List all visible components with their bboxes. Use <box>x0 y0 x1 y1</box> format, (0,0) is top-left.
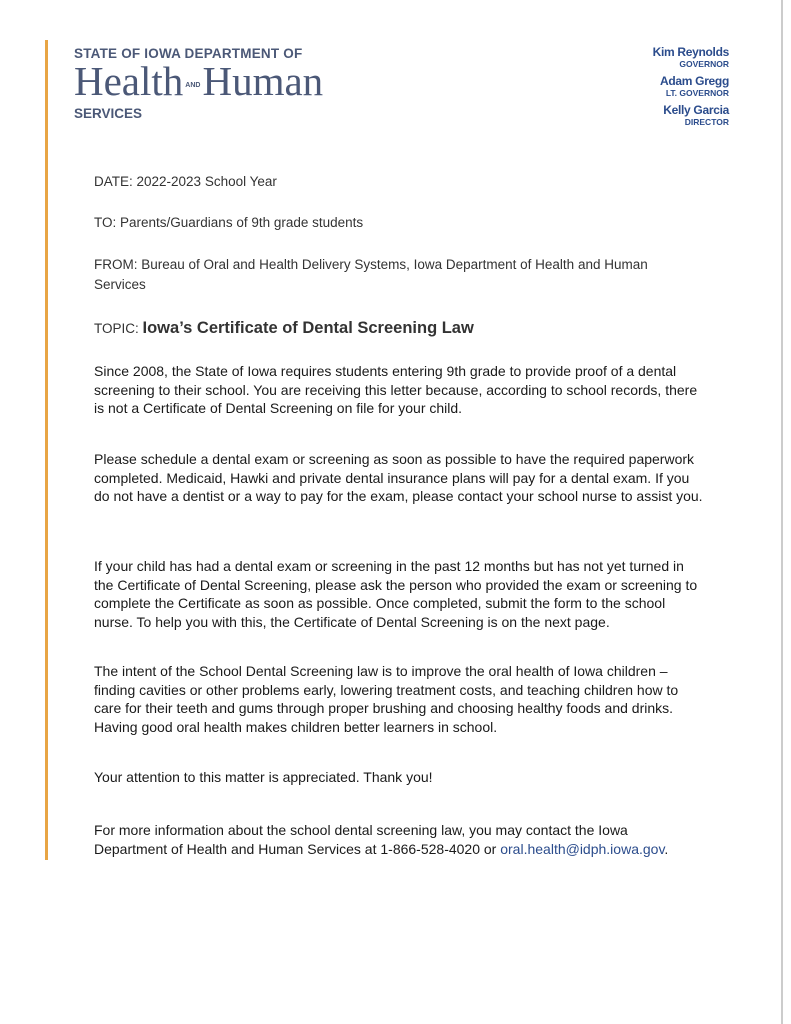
paragraph: Please schedule a dental exam or screening as soon as possible to have the required paperwork completed. Medicaid, Hawki and private dental insurance plans will pay for a dental exam. If you do not have a dentist or a way to pay for the exam, please contact your school nurse to assist you. <box>94 451 703 504</box>
logo-word-human: Human <box>202 58 324 104</box>
official-title: DIRECTOR <box>684 117 729 127</box>
logo-word-health: Health <box>74 58 184 104</box>
memo-from: FROM: Bureau of Oral and Health Delivery Systems, Iowa Department of Health and Human Services <box>94 257 648 292</box>
contact-paragraph <box>94 821 704 858</box>
logo-title <box>74 60 323 107</box>
topic-label: TOPIC: <box>94 321 143 336</box>
department-logo <box>74 46 323 121</box>
scan-edge <box>781 0 783 1024</box>
paragraph: If your child has had a dental exam or screening in the past 12 months but has not yet turned in the Certificate of Dental Screening, please ask the person who provided the exam or screening to complete the Certificate as soon as possible. Once completed, submit the form to the school nurse. To help you with this, the Certificate of Dental Screening is on the next page. <box>94 558 698 630</box>
paragraph: Your attention to this matter is appreciated. Thank you! <box>94 769 433 785</box>
official <box>653 104 729 127</box>
contact-text: For more information about the school dental screening law, you may contact the Iowa Department of Health and Human Services at 1-866-528-4020 or <box>94 822 628 857</box>
memo-topic <box>94 318 694 339</box>
official <box>653 75 729 98</box>
official-name: Adam Gregg <box>659 74 729 88</box>
memo-date: DATE: 2022-2023 School Year <box>94 174 277 189</box>
email-link[interactable]: oral.health@idph.iowa.gov <box>500 840 665 857</box>
official-name: Kelly Garcia <box>663 103 729 117</box>
contact-end: . <box>664 840 669 857</box>
official-title: LT. GOVERNOR <box>665 88 729 98</box>
memo-to: TO: Parents/Guardians of 9th grade students <box>94 215 364 230</box>
logo-line3: SERVICES <box>74 105 143 121</box>
topic-title: Iowa’s Certificate of Dental Screening Law <box>142 319 474 337</box>
official <box>653 46 729 69</box>
official-title: GOVERNOR <box>679 59 729 69</box>
letterhead-accent-bar <box>45 40 48 860</box>
official-name: Kim Reynolds <box>652 45 729 59</box>
paragraph: The intent of the School Dental Screening law is to improve the oral health of Iowa children – finding cavities or other problems early, lowering treatment costs, and teaching children how to care for their teeth and gums through proper brushing and choosing healthy foods and drinks. Having good oral health makes children better learners in school. <box>94 663 679 735</box>
paragraph: Since 2008, the State of Iowa requires students entering 9th grade to provide proof of a dental screening to their school. You are receiving this letter because, according to school records, there is not a Certificate of Dental Screening on file for your child. <box>94 363 698 416</box>
officials-list <box>653 46 729 133</box>
logo-line1: STATE OF IOWA DEPARTMENT OF <box>74 46 303 61</box>
logo-and: AND <box>185 81 201 89</box>
